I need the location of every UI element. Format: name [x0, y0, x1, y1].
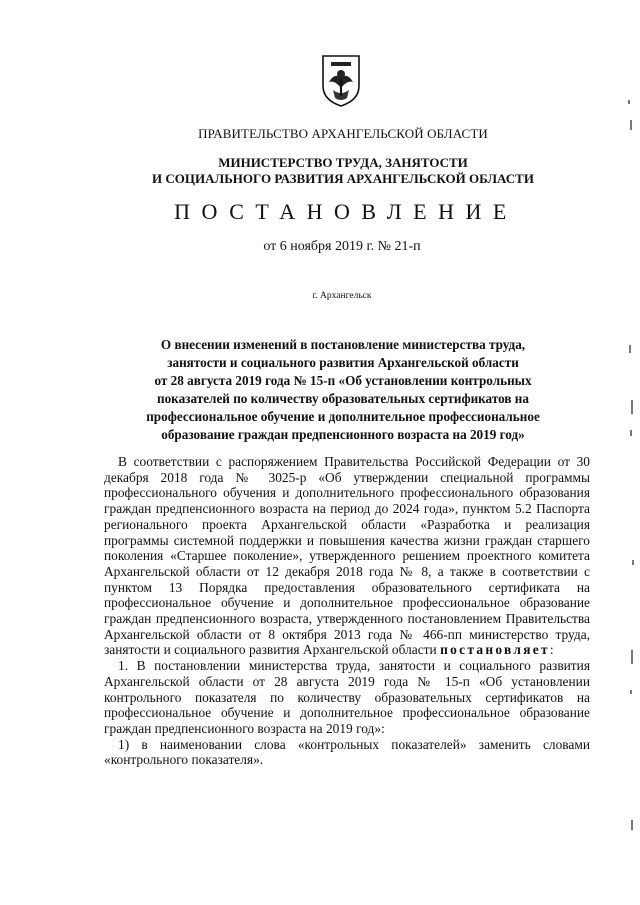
ministry-line-1: МИНИСТЕРСТВО ТРУДА, ЗАНЯТОСТИ	[218, 155, 468, 170]
ministry-title	[0, 155, 640, 187]
subject-line: профессиональное обучение и дополнительное профессиональное	[146, 409, 540, 424]
scan-mark	[628, 100, 630, 104]
intro-paragraph	[104, 454, 590, 658]
scan-mark	[631, 650, 633, 664]
document-body	[104, 454, 590, 768]
subject-line: показателей по количеству образовательных сертификатов на	[156, 391, 529, 406]
subject-line: О внесении изменений в постановление министерства труда,	[160, 337, 526, 352]
resolves-colon: :	[549, 642, 554, 658]
item-1-subitem-1: 1) в наименовании слова «контрольных показателей» заменить словами «контрольного показателя».	[104, 736, 590, 768]
subject-line: занятости и социального развития Архангельской области	[167, 355, 519, 370]
intro-text: В соответствии с распоряжением Правительства Российской Федерации от 30 декабря 2018 года № 3025-р «Об утверждении специальной программы профессионального обучения и дополнительного профессионального образования граждан предпенсионного возраста на период до 2024 года», пунктом 5.2 Паспорта регионального проекта Архангельской области «Разработка и реализация программы системной поддержки и повышения качества жизни граждан старшего поколения «Старшее поколение», утвержденного решением проектного комитета Архангельской области от 12 декабря 2018 года № 8, а также в соответствии с пунктом 13 Порядка предоставления образовательного сертификата на профессиональное обучение и дополнительное профессиональное образование граждан предпенсионного возраста, утвержденного постановлением Правительства Архангельской области от 8 октября 2013 года № 466-пп министерство труда, занятости и социального развития Архангельской области	[104, 454, 590, 658]
scan-mark	[629, 345, 631, 353]
city: г. Архангельск	[312, 291, 372, 301]
scan-mark	[631, 400, 633, 414]
scan-mark	[631, 820, 633, 830]
subject-line: образование граждан предпенсионного возраста на 2019 год»	[161, 427, 525, 442]
document-subject	[104, 336, 582, 444]
subject-line: от 28 августа 2019 года № 15-п «Об установлении контрольных	[154, 373, 532, 388]
document-type: ПОСТАНОВЛЕНИЕ	[174, 199, 518, 224]
scan-mark	[630, 120, 632, 130]
item-1: 1. В постановлении министерства труда, занятости и социального развития Архангельской области от 28 августа 2019 года № 15-п «Об установлении контрольного показателя по количеству образовательных сертификатов на профессиональное обучение и дополнительное профессиональное образование граждан предпенсионного возраста на 2019 год»:	[104, 658, 590, 736]
ministry-line-2: И СОЦИАЛЬНОГО РАЗВИТИЯ АРХАНГЕЛЬСКОЙ ОБЛАСТИ	[152, 171, 534, 186]
government-title: ПРАВИТЕЛЬСТВО АРХАНГЕЛЬСКОЙ ОБЛАСТИ	[198, 126, 488, 141]
scan-mark	[630, 430, 632, 436]
coat-of-arms-icon	[319, 52, 363, 108]
scan-mark	[630, 690, 632, 694]
scan-mark	[632, 560, 634, 565]
resolves-word: постановляет	[440, 642, 550, 658]
date-number: от 6 ноября 2019 г. № 21-п	[263, 239, 421, 254]
